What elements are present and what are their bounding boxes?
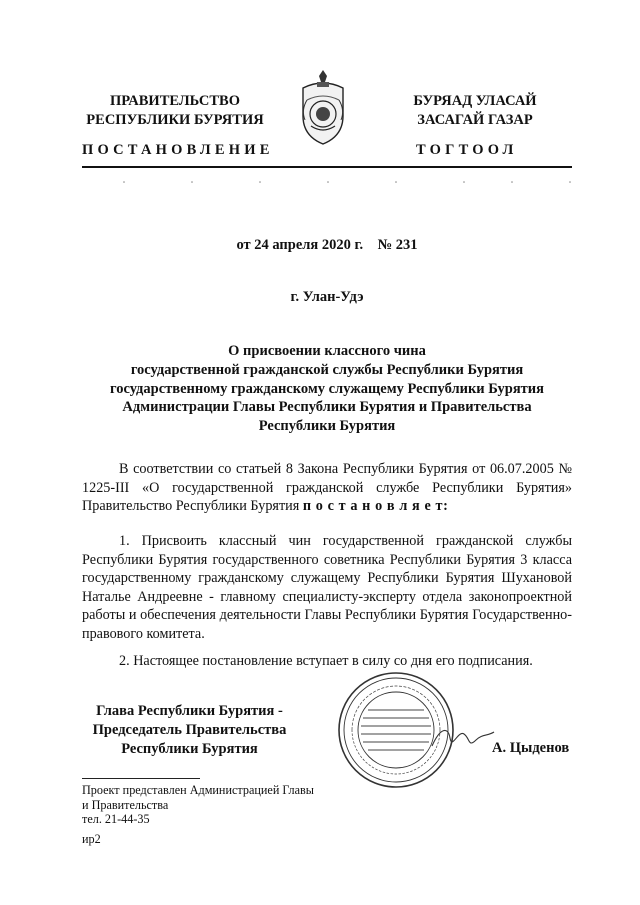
- footer-note: [82, 783, 314, 827]
- date-number: от 24 апреля 2020 г. № 231: [236, 237, 418, 253]
- title-line: Администрации Главы Республики Бурятия и Правительства: [122, 399, 532, 416]
- title-line: государственной гражданской службы Республики Бурятия: [130, 361, 524, 378]
- footer-phone: тел. 21-44-35: [82, 812, 150, 826]
- title-line: государственному гражданскому служащему Республики Бурятия: [109, 380, 544, 397]
- header-left-block: [80, 92, 270, 130]
- doc-type-left: ПОСТАНОВЛЕНИЕ: [82, 142, 274, 158]
- preamble-emphasis: п о с т а н о в л я е т:: [302, 498, 449, 515]
- decision-item-1: 1. Присвоить классный чин государственной гражданской службы Республики Бурятия государственного советника Республики Бурятия 3 класса государственному гражданскому служащему Республики Бурятия Шухановой Наталье Андреевне - главному специалисту-эксперту отдела законопроектной работы и обеспечения деятельности Главы Республики Бурятия Государственно-правового комитета.: [82, 533, 572, 642]
- footer-code: ир2: [82, 832, 101, 846]
- signatory-position-line1: Глава Республики Бурятия -: [96, 703, 283, 719]
- doc-type-right: ТОГТООЛ: [416, 142, 518, 158]
- document-title: [82, 342, 572, 436]
- footer-line1: Проект представлен Администрацией Главы: [82, 783, 314, 797]
- decision-item-2: 2. Настоящее постановление вступает в силу со дня его подписания.: [119, 653, 533, 669]
- preamble-text: В соответствии со статьей 8 Закона Республики Бурятия от 06.07.2005 № 1225-III «О государственной гражданской службе Республики Бурятия» Правительство Республики Бурятия: [82, 461, 572, 515]
- signatory-position: [82, 702, 297, 759]
- footer-line2: и Правительства: [82, 797, 169, 812]
- header-right-line2: ЗАСАГАЙ ГАЗАР: [417, 112, 533, 128]
- title-line: О присвоении классного чина: [228, 343, 426, 359]
- header-right-block: [380, 92, 570, 130]
- footer-divider: [82, 778, 200, 779]
- signatory-name: А. Цыденов: [492, 740, 570, 756]
- header-right-line1: БУРЯАД УЛАСАЙ: [413, 93, 537, 109]
- header-divider: [82, 166, 572, 168]
- header-left-line1: ПРАВИТЕЛЬСТВО: [110, 93, 240, 109]
- city: г. Улан-Удэ: [290, 289, 364, 305]
- handwritten-signature: [428, 720, 498, 756]
- signatory-position-line3: Республики Бурятия: [121, 741, 258, 757]
- header-dotted-rule: [82, 172, 572, 178]
- header-left-line2: РЕСПУБЛИКИ БУРЯТИЯ: [86, 112, 264, 128]
- buryatia-coat-of-arms-icon: [297, 70, 349, 150]
- title-line: Республики Бурятия: [258, 418, 396, 435]
- signatory-position-line2: Председатель Правительства: [92, 722, 287, 738]
- preamble-paragraph: [82, 460, 572, 516]
